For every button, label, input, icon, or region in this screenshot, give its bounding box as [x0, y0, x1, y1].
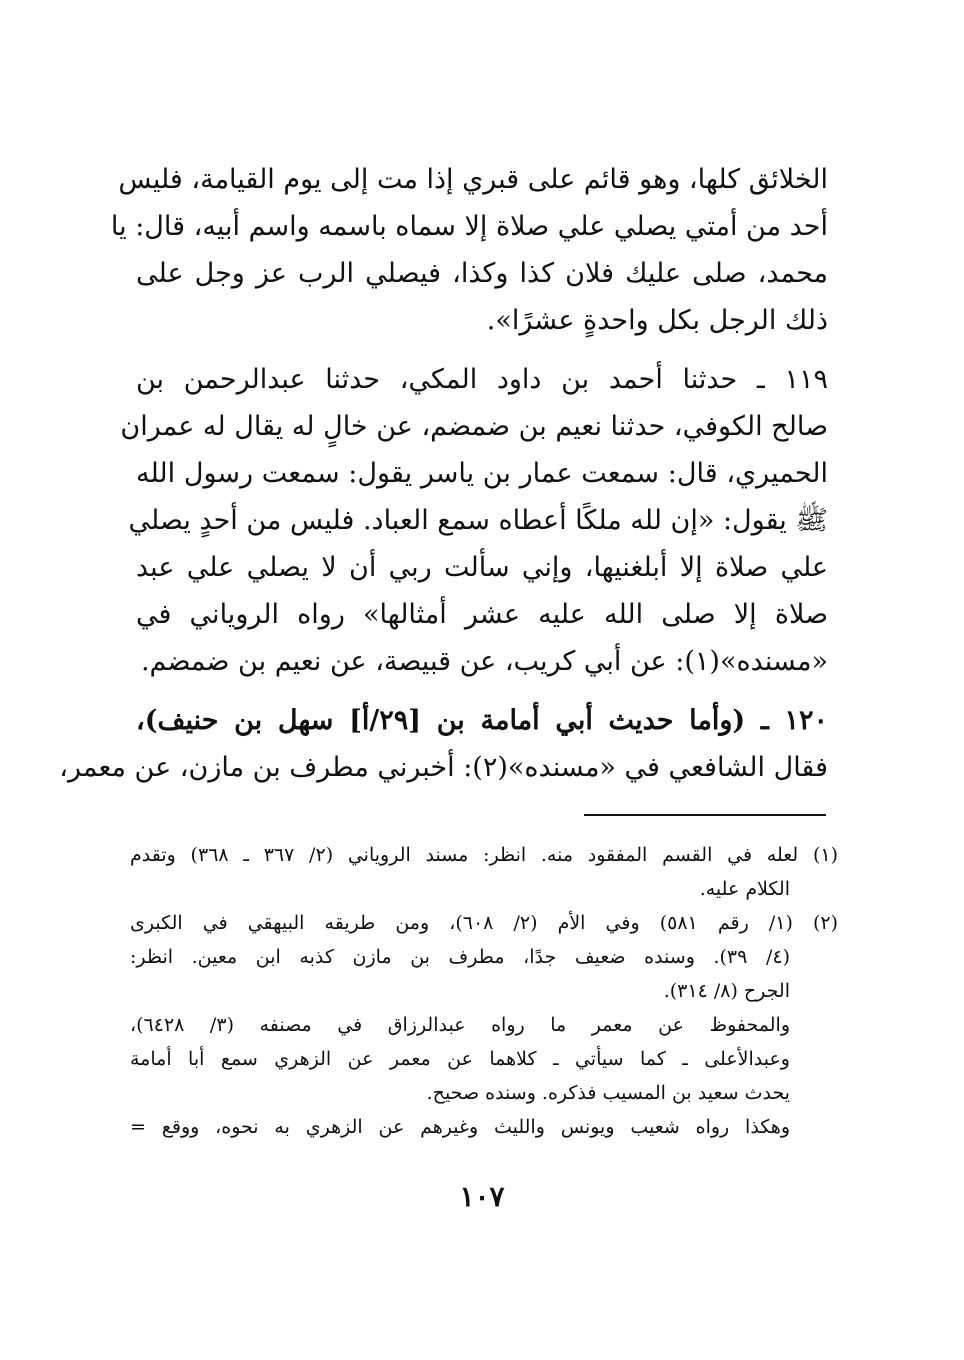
footnote-line: الكلام عليه.: [699, 878, 790, 900]
paragraph-120: [59, 697, 828, 791]
footnotes: [130, 838, 838, 1144]
footnote-line: (١) لعله في القسم المفقود منه. انظر: مسند الروياني (٢/ ٣٦٧ ـ ٣٦٨) وتقدم: [130, 844, 839, 866]
footnote-line: وهكذا رواه شعيب ويونس والليث وغيرهم عن الزهري به نحوه، ووقع =: [130, 1116, 790, 1138]
page-number: ١٠٧: [459, 1180, 505, 1213]
footnote-2: [130, 906, 838, 1144]
footnote-line: الجرح (٨/ ٣١٤).: [663, 980, 790, 1002]
text-line: ﷺ يقول: «إن لله ملكًا أعطاه سمع العباد. فليس من أحدٍ يصلي: [128, 505, 828, 536]
footnote-separator: [584, 814, 826, 816]
paragraph-gap: [136, 344, 828, 356]
text-line: محمد، صلى عليك فلان كذا وكذا، فيصلي الرب عز وجل على: [136, 258, 828, 289]
text-line: أحد من أمتي يصلي علي صلاة إلا سماه باسمه واسم أبيه، قال: يا: [110, 211, 828, 242]
text-line: الحميري، قال: سمعت عمار بن ياسر يقول: سمعت رسول الله: [136, 458, 828, 489]
paragraph-gap: [136, 685, 828, 697]
paragraph-119: [120, 356, 828, 685]
text-line: صالح الكوفي، حدثنا نعيم بن ضمضم، عن خالٍ له يقال له عمران: [120, 411, 828, 442]
text-line: علي صلاة إلا أبلغنيها، وإني سألت ربي أن لا يصلي علي عبد: [136, 552, 828, 583]
text-line: فقال الشافعي في «مسنده»(٢): أخبرني مطرف بن مازن، عن معمر،: [59, 752, 828, 783]
footnote-line: وعبدالأعلى ـ كما سيأتي ـ كلاهما عن معمر عن الزهري سمع أبا أمامة: [130, 1048, 790, 1070]
footnote-line: والمحفوظ عن معمر ما رواه عبدالرزاق في مصنفه (٣/ ٦٤٢٨)،: [130, 1014, 790, 1036]
section-heading-line: ١٢٠ ـ (وأما حديث أبي أمامة بن [٢٩/أ] سهل بن حنيف)،: [136, 705, 828, 736]
main-text: [59, 156, 828, 791]
footnote-line: (٢) (١/ رقم ٥٨١) وفي الأم (٢/ ٦٠٨)، ومن طريقه البيهقي في الكبرى: [130, 912, 838, 934]
footnote-1: [130, 838, 838, 906]
text-line: صلاة إلا صلى الله عليه عشر أمثالها» رواه الروياني في: [136, 599, 828, 630]
footnote-line: (٤/ ٣٩). وسنده ضعيف جدًا، مطرف بن مازن كذبه ابن معين. انظر:: [130, 946, 790, 968]
text-line: الخلائق كلها، وهو قائم على قبري إذا مت إلى يوم القيامة، فليس: [118, 164, 828, 195]
paragraph-1: [110, 156, 828, 344]
text-line: ذلك الرجل بكل واحدةٍ عشرًا».: [486, 305, 828, 336]
text-line: ١١٩ ـ حدثنا أحمد بن داود المكي، حدثنا عبدالرحمن بن: [136, 364, 828, 395]
text-line: «مسنده»(١): عن أبي كريب، عن قبيصة، عن نعيم بن ضمضم.: [140, 646, 828, 677]
footnote-line: يحدث سعيد بن المسيب فذكره. وسنده صحيح.: [426, 1082, 790, 1104]
